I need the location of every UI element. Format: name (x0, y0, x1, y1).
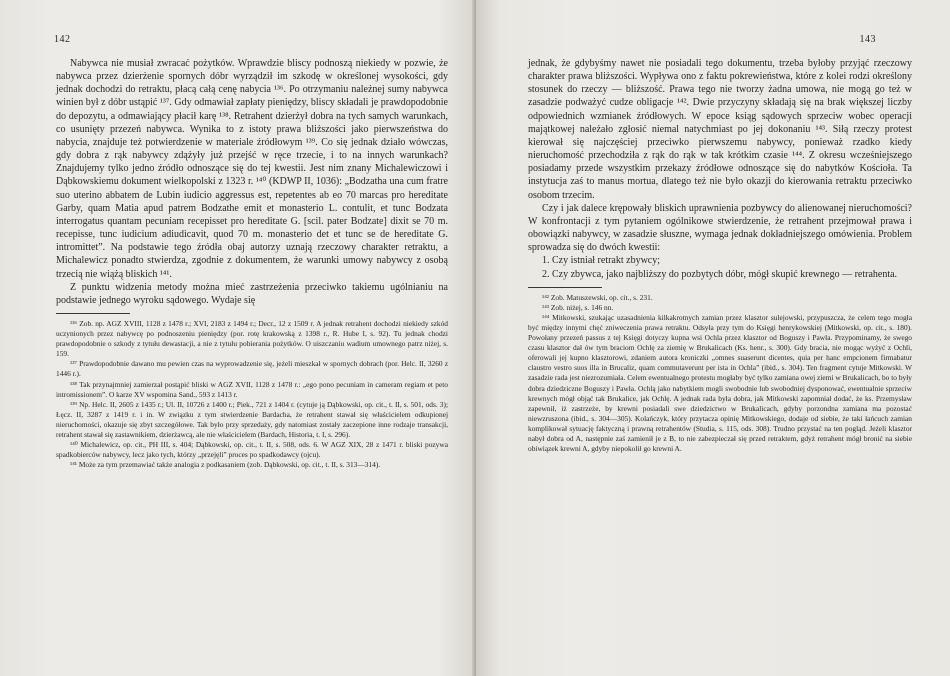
footnote-136: ¹³⁶ Zob. np. AGZ XVIII, 1128 z 1478 r.; XVI, 2183 z 1494 r.; Decr., 12 z 1509 r. A jednak retrahent dochodzi niekiedy szkód uczynionych przez nabywcę po podnoszeniu pieniędzy (por. rotę krakowską z 1398 r., R. Hube I, s. 92). Tu jednak chodzi prawdopodobnie o szkody z tytułu dewastacji, a nie z tytułu pobierania pożytków. O uiszczaniu wadium umownego patrz niżej, s. 159. (56, 318, 448, 359)
footnote-141: ¹⁴¹ Może za tym przemawiać także analogia z podkasaniem (zob. Dąbkowski, op. cit., t. II, s. 313—314). (70, 460, 381, 470)
left-page-number: 142 (54, 34, 71, 45)
footnote-138: ¹³⁸ Tak przynajmniej zamierzał postąpić bliski w AGZ XVII, 1128 z 1478 r.: „ego pono pecuniam in cameram regiam et peto intromissionem”. O karze XV wspomina Sand., 593 z 1413 r. (56, 379, 448, 399)
footnote-divider (528, 287, 602, 288)
question-2: 2. Czy zbywca, jako najbliższy do pozbytych dóbr, mógł skupić krewnego — retrahenta. (542, 268, 898, 280)
left-paragraph-1: Nabywca nie musiał zwracać pożytków. Wprawdzie bliscy podnoszą niekiedy w pozwie, że nabywca przez dzierżenie spornych dóbr wyrządził im szkodę w określonej wysokości, gdy jednak dochodzi do retraktu, płacą całą cenę nabycia ¹³⁶. Po otrzymaniu należnej sumy nabywca winien był z dóbr ustąpić ¹³⁷. Gdy odmawiał zapłaty pieniędzy, bliscy składali je prawdopodobnie do depozytu, a odmawiający płacił karę ¹³⁸. Retrahent dzierżył dobra na tych samych warunkach, co usunięty przezeń nabywca. Wynika to z istoty prawa bliższości jako pierwszeństwa do nabycia, znajduje też potwierdzenie w materiale źródłowym ¹³⁹. Co się jednak działo wówczas, gdy dobra z rąk nabywcy zdążyły już przejść w ręce trzecie, i to na innych warunkach? Znajdujemy tylko jedno źródło odnoszące się do tej kwestii. Jest nim znany Michalewiczowi i Dąbkowskiemu dokument wielkopolski z 1323 r. ¹⁴⁰ (KDWP II, 1036): „Bodzatha una cum fratre suo uterino abbatem de Lubin iudicio aggressus est, repetentes ab eo 70 marcas pro hereditate Garby, quam Matia apud patrem Bodzathe emit et monasterio L. contulit, et tunc Bodzata interrogatus quantam pecuniam recepisset pro hereditate G. [scil. pater Bodzate] dixit se 70 m. recepisse, tunc iudicium adiudicavit, quod 70 m. monasterio det et tunc se de hereditate G. intromittet”. Na podstawie tego źródła obaj autorzy uznają rzeczowy charakter retraktu, a Michalewicz ponadto stwierdza, zgodnie z dokumentem, że warunki umowy nabywcy z osobą trzecią nie wiążą bliskich ¹⁴¹. (56, 58, 448, 280)
left-page-column (56, 57, 448, 470)
right-paragraph-2: Czy i jak dalece krępowały bliskich uprawnienia pozbywcy do alienowanej nieruchomości? W konfrontacji z tym pytaniem ogólnikowe stwierdzenie, że retrahent przejmował prawa i obowiązki nabywcy, w zasadzie słuszne, wymaga jednak dokładniejszego omówienia. Problem sprowadza się do dwóch kwestii: (528, 202, 912, 254)
footnote-144: ¹⁴⁴ Mitkowski, szukając uzasadnienia kilkakrotnych zamian przez klasztor sulejowski, przypuszcza, że celem tego mogła być między innymi chęć zniweczenia prawa retraktu. Odsyła przy tym do Księgi henrykowskiej (Mitkowski, op. cit., s. 180). Powołany przezeń passus z tej Księgi dotyczy kupna wsi Ochla przez klasztor od Boguszy i Pawła. Przypominamy, że swego czasu klasztor dał ów tym braciom Ochlę za ziemię w Brukalicach (Ks. henr., s. 300). Gdy bracia, nie mogąc wyżyć z Ochli, oferowali jej kupno klasztorowi, zdaniem autora kroniczki „omnes suaserunt dicentes, quia per hanc empcionem firmabatur claustro vestro suos illa in Brucaliz, quam commutaverunt per ista in Ochla” (ibid., s. 304). Ten fragment cytuje Mitkowski. W zasadzie rada jest niezrozumiała. Celem ewentualnego protestu mogłaby być tylko zamiana owej ziemi w Brukalicach, bo to były dobra dziedziczne Boguszy i Pawła. Ochlą jako nabytkiem mogli swobodnie lub swobodniej dysponować, ewentualnie sprzeciw krewnych mógł objąć tak Brukalice, jak Ochlę. A jednak rada była dobra, jak Mitkowski zapomniał dodać, że ks. Przemysław zapewnił, iż zastrzeże, by krewni posiadali swe dziedzictwo w Brukalicach, gdyby porzondna zamiana ma pozostać niewzruszona (ibid., s. 304—305). Kolańczyk, który przytacza opinię Mitkowskiego, dodaje od siebie, że taki łańcuch zamian komplikował sytuację faktyczną i prawną retrahentów (Studia, s. 115, ods. 308). Trudno przystać na ten pogląd. Jeżeli klasztor nabył dobra od A, następnie zaś zamienił je z B, to nie zabezpieczał się przed retraktem, gdyż retrahent mógł bronić na siebie obiwiązek krewni A, gdyby niepokolił go krewni A. (528, 312, 912, 454)
left-paragraph-2: Z punktu widzenia metody można mieć zastrzeżenia przeciwko takiemu ugólnianiu na podstawie jednego wyroku sądowego. Wydaje się (56, 281, 448, 306)
right-page-number: 143 (859, 34, 876, 45)
left-footnotes (56, 319, 448, 470)
right-body-text (528, 57, 912, 281)
footnote-divider (56, 313, 130, 314)
right-page (476, 0, 950, 676)
right-footnotes (528, 293, 912, 455)
footnote-137: ¹³⁷ Prawdopodobnie dawano mu pewien czas na wyprowadzenie się, jeżeli mieszkał w spornych dobrach (por. Helc. II, 3260 z 1446 r.). (56, 359, 448, 379)
question-1: 1. Czy istniał retrakt zbywcy; (542, 255, 661, 267)
footnote-140: ¹⁴⁰ Michalewicz, op. cit., PH III, s. 404; Dąbkowski, op. cit., t. II, s. 508, ods. 6. W AGZ XIX, 28 z 1471 r. bliski pozywa spadkobierców nabywcy, lecz jako tych, którzy „przejęli” proces po spadkodawcy (ojcu). (56, 440, 448, 460)
footnote-143: ¹⁴³ Zob. niżej, s. 146 nn. (542, 302, 614, 312)
footnote-139: ¹³⁹ Np. Helc. II, 2605 z 1435 r.; Ul. II, 10726 z 1400 r.; Piek., 721 z 1404 r. (cytuje ją Dąbkowski, op. cit., t. II, s. 501, ods. 3); Łęcz. II, 3287 z 1419 r. i in. W związku z tym stwierdzenie Bardacha, że retrahent stawał się właścicielem odkupionej nieruchomości, okazuje się zbyt szczegółowe. Tak było przy sprzedaży, gdy natomiast zostały zaczepione inne rodzaje transakcji, retrahent stawał się zastawnikiem, dzierżawcą, ale nie właścicielem (Bardach, Historia, t. I, s. 296). (56, 399, 448, 439)
left-body-text (56, 57, 448, 307)
footnote-142: ¹⁴² Zob. Matuszewski, op. cit., s. 231. (542, 292, 653, 302)
right-page-column (528, 57, 912, 454)
right-paragraph-1: jednak, że gdybyśmy nawet nie posiadali tego dokumentu, trzeba byłoby przyjąć rzeczowy charakter prawa bliższości. Wypływa ono z faktu pokrewieństwa, które z kolei rodzi określony stosunek do rzeczy — bliższość. Prawa tego nie tworzy żadna umowa, nie mogą go też w zasadzie podważyć cudze obligacje ¹⁴². Dwie przyczyny składają się na brak większej liczby odpowiednich wzmianek źródłowych. W epoce ksiąg sądowych sprzeciw wobec operacji majątkowej należało zgłosić niemal natychmiast po jej dokonaniu ¹⁴³. Siłą rzeczy protest kierował się najczęściej przeciwko pierwszemu nabywcy, ponieważ rzadko kiedy nieruchomość przechodziła z rąk do rąk w tak krótkim czasie ¹⁴⁴. Z okresu wcześniejszego posiadamy przede wszystkim przekazy źródłowe odnoszące się do nabytków Kościoła. Ta instytucja zaś to manus mortua, dlatego też nie było okazji do kierowania retraktu przeciwko osobom trzecim. (528, 58, 912, 201)
